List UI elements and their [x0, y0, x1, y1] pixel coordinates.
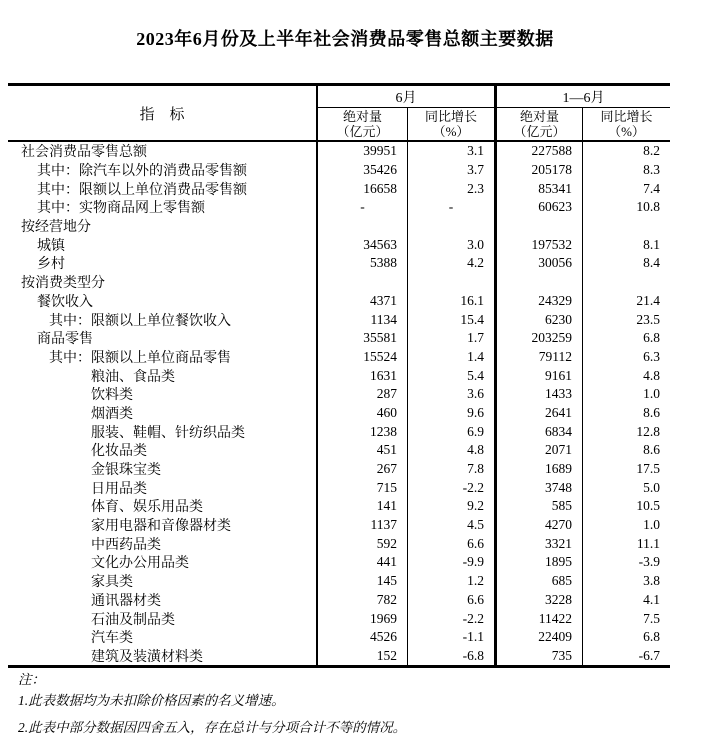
value-cell: 2071: [494, 441, 582, 460]
note-1: 1.此表数据均为未扣除价格因素的名义增速。: [18, 693, 285, 708]
value-cell: 7.4: [582, 179, 670, 198]
value-cell: 35426: [363, 162, 397, 178]
value-cell: 203259: [494, 329, 582, 348]
value-cell: 685: [494, 572, 582, 591]
row-label: 其中：限额以上单位餐饮收入: [8, 310, 318, 329]
header-jan-june-absolute: [494, 108, 582, 140]
value-cell: 715: [376, 479, 397, 495]
value-cell: 9.2: [407, 497, 494, 516]
value-cell: 21.4: [582, 292, 670, 311]
row-label: 汽车类: [8, 628, 318, 647]
retail-sales-table: [8, 83, 670, 668]
table-row: [8, 516, 670, 535]
value-cell: 11.1: [582, 534, 670, 553]
header-jan-june-absolute-line1: 绝对量: [519, 109, 559, 124]
header-june-absolute: [318, 108, 407, 140]
value-cell: 441: [376, 554, 397, 570]
header-jan-june-yoy-line2: （%）: [608, 124, 645, 139]
header-group-jan-june: 1—6月: [494, 86, 670, 108]
value-cell: -1.1: [407, 628, 494, 647]
value-cell: 1.7: [407, 329, 494, 348]
value-cell: 4.2: [407, 254, 494, 273]
row-label: 商品零售: [8, 329, 318, 348]
value-cell: 152: [376, 647, 397, 663]
value-cell: 4371: [370, 292, 397, 308]
value-cell: 4526: [370, 629, 397, 645]
value-cell: 16.1: [407, 292, 494, 311]
value-cell: 5.4: [407, 366, 494, 385]
value-cell: 205178: [494, 161, 582, 180]
row-label: 体育、娱乐用品类: [8, 497, 318, 516]
table-row: [8, 478, 670, 497]
value-cell: 197532: [494, 235, 582, 254]
value-cell: 4.8: [582, 366, 670, 385]
value-cell: 9.6: [407, 404, 494, 423]
value-cell: 8.2: [582, 142, 670, 161]
value-cell: -2.2: [407, 478, 494, 497]
value-cell: 1433: [494, 385, 582, 404]
row-label: 其中：限额以上单位消费品零售额: [8, 179, 318, 198]
value-cell: [494, 217, 582, 236]
table-row: [8, 235, 670, 254]
value-cell: 3748: [494, 478, 582, 497]
value-cell: 1.0: [582, 385, 670, 404]
table-row: [8, 310, 670, 329]
table-row: [8, 273, 670, 292]
row-label: 石油及制品类: [8, 609, 318, 628]
value-cell: 4.8: [407, 441, 494, 460]
value-cell: 267: [376, 461, 397, 477]
value-cell: 1969: [370, 610, 397, 626]
row-label: 家具类: [8, 572, 318, 591]
table-row: [8, 161, 670, 180]
row-label: 按经营地分: [8, 217, 318, 236]
header-june-yoy: [407, 108, 494, 140]
value-cell: 60623: [494, 198, 582, 217]
value-cell: 585: [494, 497, 582, 516]
row-label: 社会消费品零售总额: [8, 142, 318, 161]
value-cell: 6.9: [407, 422, 494, 441]
value-cell: 1137: [370, 517, 397, 533]
value-cell: 85341: [494, 179, 582, 198]
table-header: [8, 86, 670, 142]
value-cell: [582, 217, 670, 236]
value-cell: 1134: [370, 311, 397, 327]
table-row: [8, 534, 670, 553]
value-cell: 451: [376, 442, 397, 458]
table-row: [8, 179, 670, 198]
value-cell: [318, 217, 407, 236]
value-cell: 8.1: [582, 235, 670, 254]
table-row: [8, 497, 670, 516]
table-row: [8, 329, 670, 348]
row-label: 乡村: [8, 254, 318, 273]
value-cell: 11422: [494, 609, 582, 628]
value-cell: 287: [376, 386, 397, 402]
header-june-yoy-line1: 同比增长: [424, 109, 477, 124]
table-row: [8, 404, 670, 423]
value-cell: 3321: [494, 534, 582, 553]
value-cell: [494, 273, 582, 292]
value-cell: 8.4: [582, 254, 670, 273]
table-row: [8, 441, 670, 460]
table-row: [8, 647, 670, 666]
row-label: 建筑及装潢材料类: [8, 647, 318, 666]
value-cell: 10.8: [582, 198, 670, 217]
row-label: 通讯器材类: [8, 591, 318, 610]
value-cell: 6.6: [407, 591, 494, 610]
table-row: [8, 198, 670, 217]
value-cell: 6.8: [582, 628, 670, 647]
value-cell: -6.7: [582, 647, 670, 666]
value-cell: 8.6: [582, 441, 670, 460]
value-cell: 15.4: [407, 310, 494, 329]
row-label: 其中：除汽车以外的消费品零售额: [8, 161, 318, 180]
value-cell: 10.5: [582, 497, 670, 516]
row-label: 其中：限额以上单位商品零售: [8, 348, 318, 367]
row-label: 按消费类型分: [8, 273, 318, 292]
value-cell: 1238: [370, 423, 397, 439]
note-2: 2.此表中部分数据因四舍五入，存在总计与分项合计不等的情况。: [18, 720, 407, 735]
value-cell: 460: [376, 404, 397, 420]
value-cell: 7.8: [407, 460, 494, 479]
header-june-absolute-line1: 绝对量: [342, 109, 382, 124]
row-label: 金银珠宝类: [8, 460, 318, 479]
row-label: 烟酒类: [8, 404, 318, 423]
value-cell: 227588: [494, 142, 582, 161]
row-label: 化妆品类: [8, 441, 318, 460]
table-body: [8, 142, 670, 665]
notes: [18, 669, 678, 738]
table-row: [8, 292, 670, 311]
header-jan-june-yoy-line1: 同比增长: [600, 109, 653, 124]
value-cell: 3228: [494, 591, 582, 610]
value-cell: [407, 273, 494, 292]
value-cell: 1.4: [407, 348, 494, 367]
value-cell: 34563: [363, 236, 397, 252]
header-june-absolute-line2: （亿元）: [336, 124, 389, 139]
value-cell: 35581: [363, 330, 397, 346]
value-cell: 6230: [494, 310, 582, 329]
row-label: 日用品类: [8, 478, 318, 497]
value-cell: 3.1: [407, 142, 494, 161]
value-cell: 141: [376, 498, 397, 514]
table-row: [8, 366, 670, 385]
value-cell: 16658: [363, 180, 397, 196]
table-row: [8, 217, 670, 236]
table-row: [8, 385, 670, 404]
value-cell: 5.0: [582, 478, 670, 497]
table-row: [8, 460, 670, 479]
value-cell: 5388: [370, 255, 397, 271]
value-cell: 592: [376, 535, 397, 551]
value-cell: -3.9: [582, 553, 670, 572]
value-cell: 782: [376, 591, 397, 607]
value-cell: 1631: [370, 367, 397, 383]
value-cell: 6.3: [582, 348, 670, 367]
value-cell: [407, 217, 494, 236]
table-row: [8, 254, 670, 273]
table-row: [8, 572, 670, 591]
value-cell: -: [407, 198, 494, 217]
row-label: 城镇: [8, 235, 318, 254]
row-label: 其中：实物商品网上零售额: [8, 198, 318, 217]
value-cell: -6.8: [407, 647, 494, 666]
row-label: 家用电器和音像器材类: [8, 516, 318, 535]
value-cell: -9.9: [407, 553, 494, 572]
notes-heading: 注：: [18, 672, 45, 687]
value-cell: 15524: [363, 348, 397, 364]
value-cell: 79112: [494, 348, 582, 367]
value-cell: 1895: [494, 553, 582, 572]
value-cell: 39951: [363, 143, 397, 159]
value-cell: 22409: [494, 628, 582, 647]
value-cell: -2.2: [407, 609, 494, 628]
value-cell: 6834: [494, 422, 582, 441]
value-cell: [582, 273, 670, 292]
table-row: [8, 591, 670, 610]
row-label: 文化办公用品类: [8, 553, 318, 572]
value-cell: 1.2: [407, 572, 494, 591]
table-row: [8, 422, 670, 441]
value-cell: 7.5: [582, 609, 670, 628]
page-title: 2023年6月份及上半年社会消费品零售总额主要数据: [136, 29, 554, 49]
table-row: [8, 348, 670, 367]
header-june-yoy-line2: （%）: [432, 124, 470, 139]
value-cell: 3.7: [407, 161, 494, 180]
value-cell: 23.5: [582, 310, 670, 329]
table-row: [8, 553, 670, 572]
row-label: 粮油、食品类: [8, 366, 318, 385]
value-cell: 3.8: [582, 572, 670, 591]
value-cell: 4270: [494, 516, 582, 535]
table-row: [8, 142, 670, 161]
value-cell: 145: [376, 573, 397, 589]
value-cell: 735: [494, 647, 582, 666]
value-cell: 8.3: [582, 161, 670, 180]
value-cell: 17.5: [582, 460, 670, 479]
row-label: 中西药品类: [8, 534, 318, 553]
value-cell: 1.0: [582, 516, 670, 535]
header-jan-june-absolute-line2: （亿元）: [513, 124, 566, 139]
table-row: [8, 628, 670, 647]
value-cell: 30056: [494, 254, 582, 273]
value-cell: 3.6: [407, 385, 494, 404]
value-cell: 4.1: [582, 591, 670, 610]
value-cell: [318, 273, 407, 292]
value-cell: 24329: [494, 292, 582, 311]
table-row: [8, 609, 670, 628]
value-cell: 2641: [494, 404, 582, 423]
value-cell: 2.3: [407, 179, 494, 198]
row-label: 服装、鞋帽、针纺织品类: [8, 422, 318, 441]
header-indicator: 指 标: [8, 86, 318, 140]
value-cell: 6.8: [582, 329, 670, 348]
row-label: 饮料类: [8, 385, 318, 404]
value-cell: -: [360, 199, 365, 215]
value-cell: 8.6: [582, 404, 670, 423]
header-jan-june-yoy: [582, 108, 670, 140]
value-cell: 4.5: [407, 516, 494, 535]
row-label: 餐饮收入: [8, 292, 318, 311]
value-cell: 3.0: [407, 235, 494, 254]
header-group-june: 6月: [318, 86, 494, 108]
value-cell: 9161: [494, 366, 582, 385]
value-cell: 12.8: [582, 422, 670, 441]
value-cell: 6.6: [407, 534, 494, 553]
value-cell: 1689: [494, 460, 582, 479]
